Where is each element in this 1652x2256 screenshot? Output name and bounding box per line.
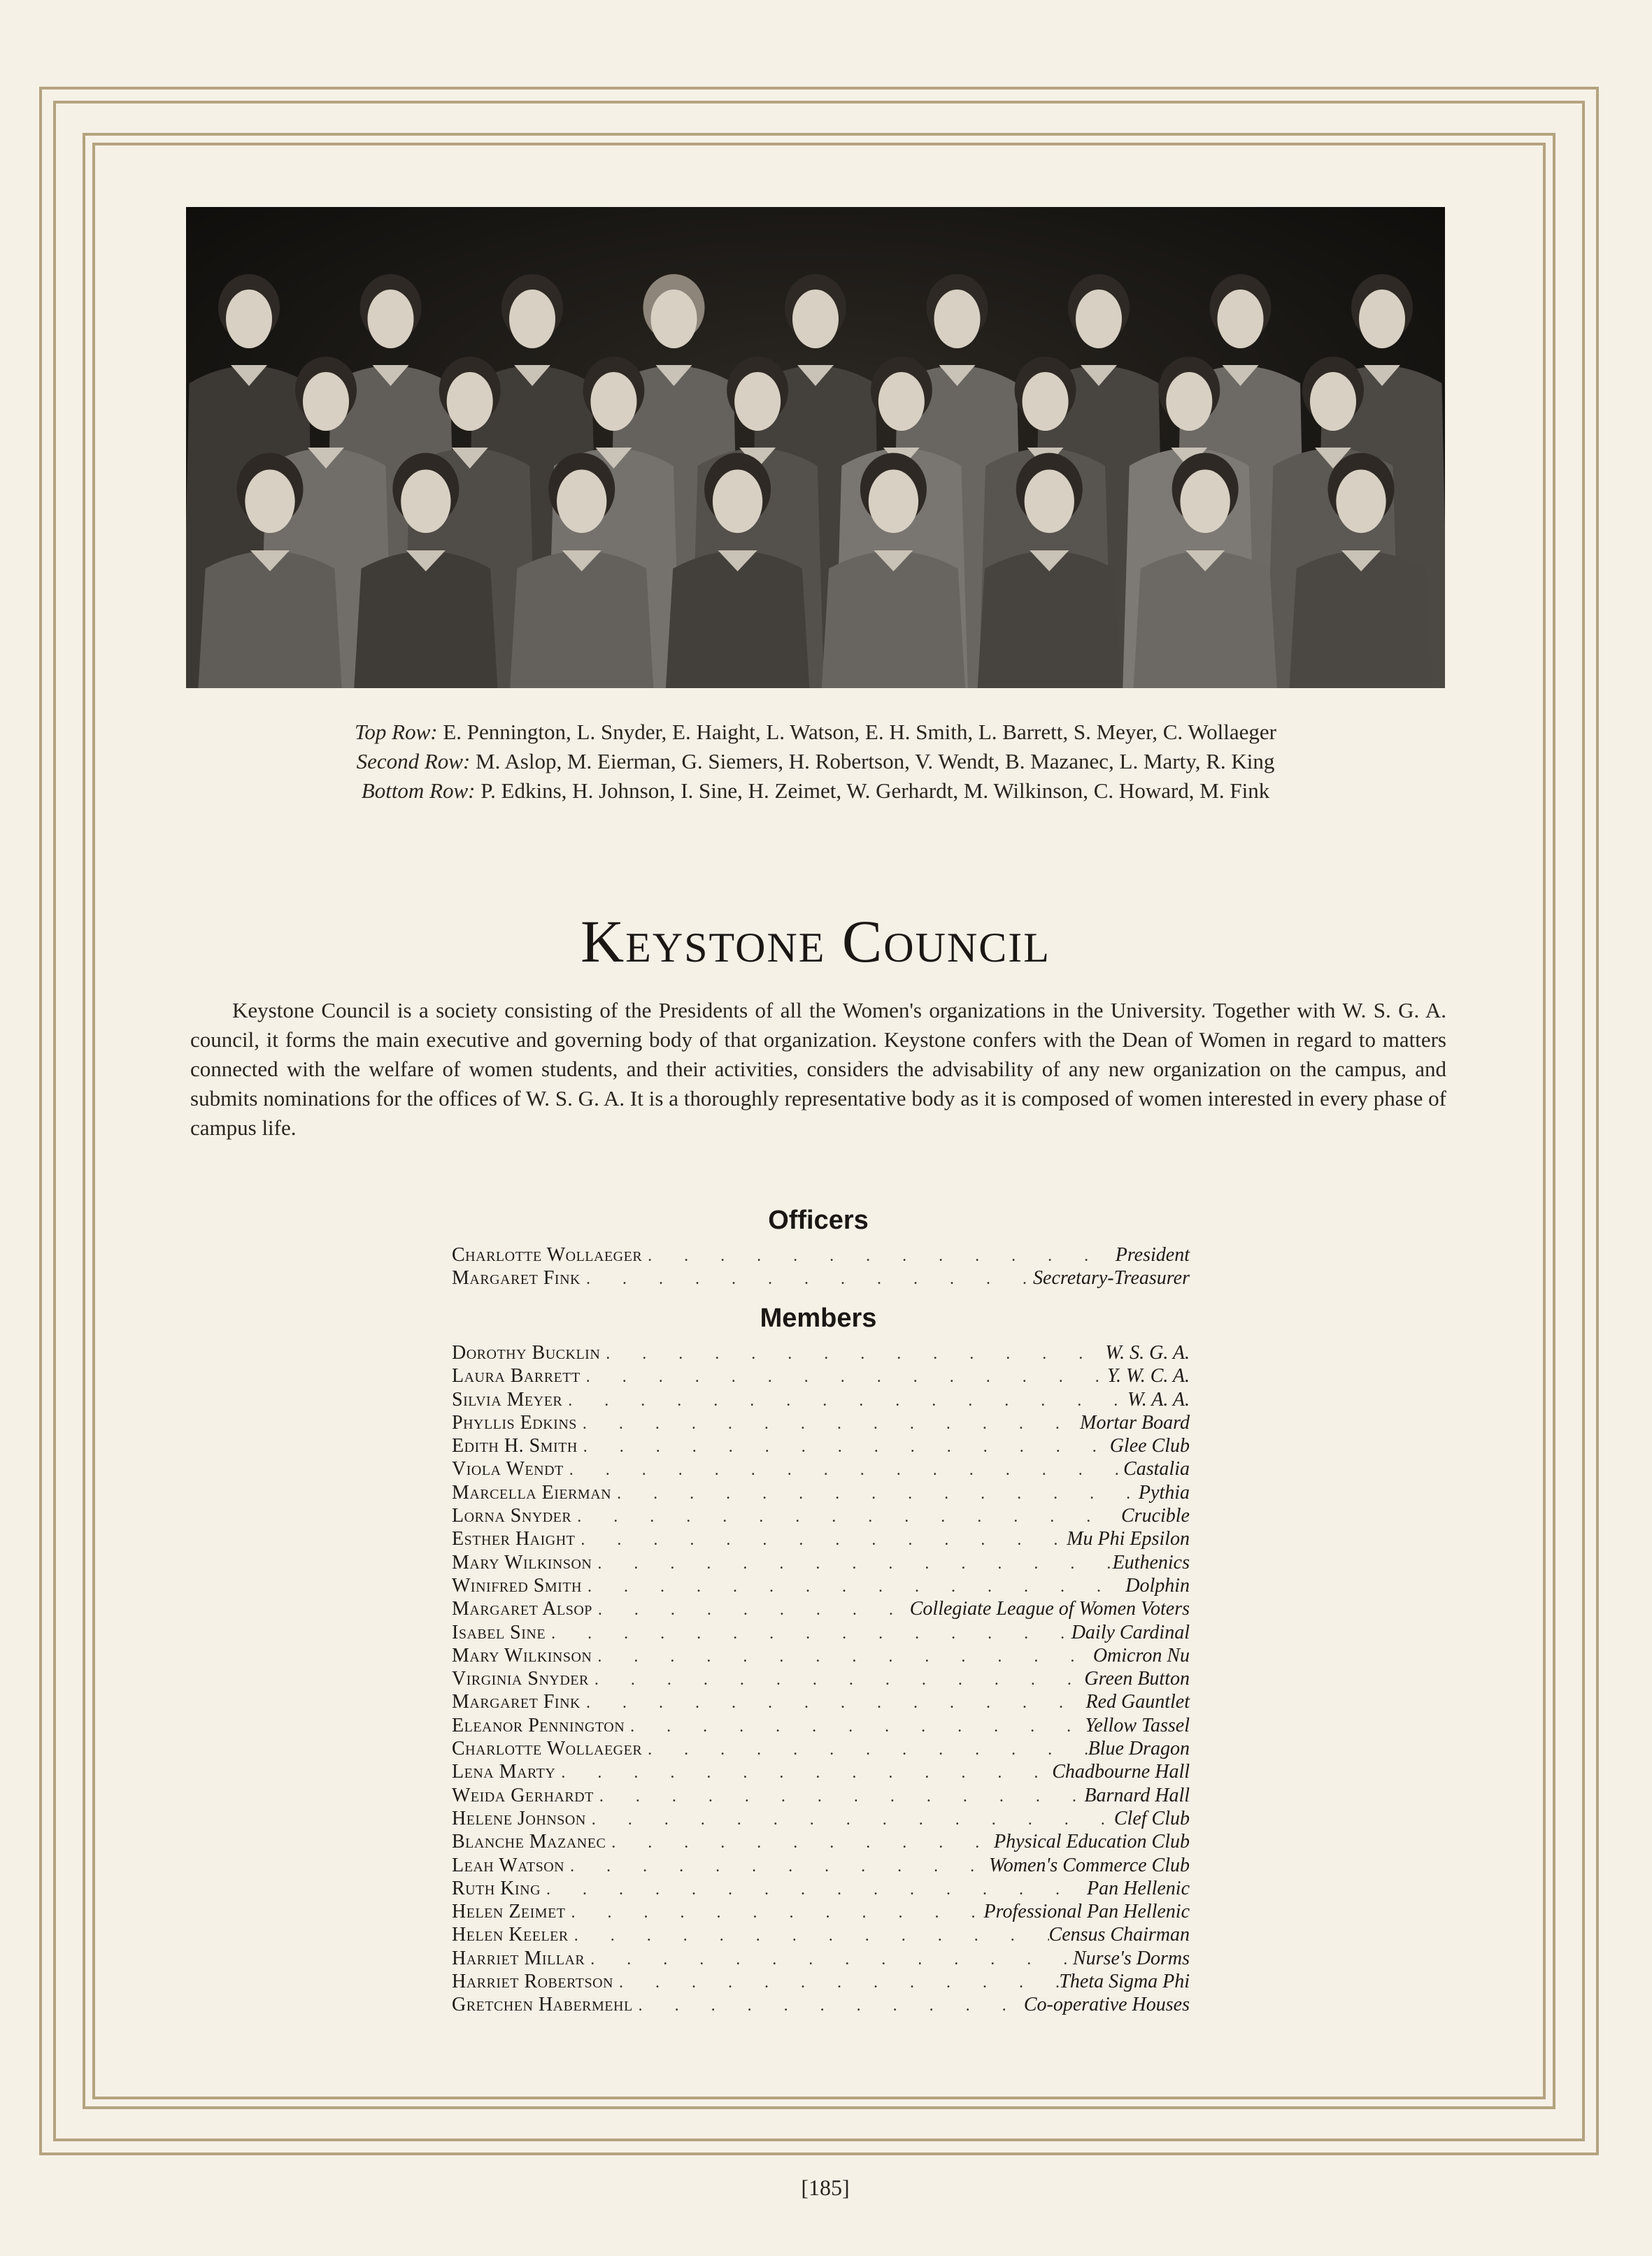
person-name: Charlotte Wollaeger (452, 1738, 643, 1760)
list-item (452, 1597, 1190, 1620)
leader-dots (600, 1343, 1105, 1366)
organization-name: Y. W. C. A. (1106, 1365, 1190, 1387)
list-item (452, 1411, 1190, 1434)
leader-dots (606, 1832, 994, 1855)
list-item (452, 1877, 1190, 1900)
organization-name: Crucible (1121, 1505, 1190, 1527)
leader-dots (566, 1901, 984, 1925)
leader-dots (582, 1576, 1125, 1599)
leader-dots (589, 1669, 1085, 1692)
list-item (452, 1737, 1190, 1760)
list-item (452, 1504, 1190, 1527)
organization-name: Yellow Tassel (1085, 1714, 1190, 1736)
person-name: Margaret Fink (452, 1691, 581, 1713)
organization-name: Collegiate League of Women Voters (909, 1598, 1190, 1620)
leader-dots (564, 1855, 989, 1878)
organization-name: Secretary-Treasurer (1033, 1267, 1190, 1290)
person-name: Blanche Mazanec (452, 1831, 606, 1853)
list-item (452, 1854, 1190, 1877)
person-name: Margaret Alsop (452, 1598, 592, 1620)
organization-name: Nurse's Dorms (1072, 1947, 1190, 1969)
leader-dots (592, 1645, 1092, 1669)
list-item (452, 1970, 1190, 1993)
person-name: Eleanor Pennington (452, 1714, 625, 1736)
leader-dots (581, 1692, 1086, 1715)
person-name: Laura Barrett (452, 1365, 581, 1387)
leader-dots (571, 1506, 1121, 1529)
leader-dots (578, 1436, 1110, 1459)
organization-name: W. A. A. (1127, 1388, 1190, 1411)
organization-name: Castalia (1123, 1458, 1190, 1480)
list-item (452, 1266, 1190, 1290)
list-item (452, 1993, 1190, 2016)
leader-dots (564, 1459, 1123, 1482)
list-item (452, 1830, 1190, 1853)
caption-top-row: Top Row: E. Pennington, L. Snyder, E. Haight, L. Watson, E. H. Smith, L. Barrett, S. Meyer, C. Wollaeger (355, 720, 1276, 744)
leader-dots (581, 1268, 1033, 1291)
person-name: Virginia Snyder (452, 1668, 589, 1690)
person-name: Marcella Eierman (452, 1481, 612, 1504)
person-name: Harriet Robertson (452, 1971, 613, 1993)
organization-name: Daily Cardinal (1071, 1621, 1190, 1643)
person-name: Mary Wilkinson (452, 1644, 592, 1666)
person-name: Weida Gerhardt (452, 1784, 594, 1806)
organization-name: Omicron Nu (1092, 1644, 1190, 1666)
list-item (452, 1947, 1190, 1970)
person-name: Ruth King (452, 1877, 541, 1899)
group-photo-image (186, 207, 1445, 688)
caption-second-row: Second Row: M. Aslop, M. Eierman, G. Siemers, H. Robertson, V. Wendt, B. Mazanec, L. Marty, R. King (356, 749, 1275, 773)
list-item (452, 1690, 1190, 1713)
caption-bottom-row: Bottom Row: P. Edkins, H. Johnson, I. Sine, H. Zeimet, W. Gerhardt, M. Wilkinson, C. Howard, M. Fink (361, 778, 1270, 803)
leader-dots (546, 1622, 1071, 1645)
leader-dots (586, 1808, 1114, 1832)
leader-dots (575, 1529, 1067, 1552)
leader-dots (577, 1413, 1080, 1436)
list-item (452, 1900, 1190, 1923)
leader-dots (642, 1739, 1088, 1762)
leader-dots (625, 1715, 1085, 1739)
person-name: Harriet Millar (452, 1947, 585, 1969)
person-name: Phyllis Edkins (452, 1411, 577, 1434)
person-name: Esther Haight (452, 1528, 576, 1550)
organization-name: Red Gauntlet (1085, 1691, 1190, 1713)
list-item (452, 1388, 1190, 1411)
intro-paragraph: Keystone Council is a society consisting of the Presidents of all the Women's organizations in the University. Together with W. S. G. A. council, it forms the main executive and governing body of that organization. Keystone confers with the Dean of Women in regard to matters connected with the welfare of women students, and their activities, considers the advisability of any new organization on the campus, and submits nominations for the offices of W. S. G. A. It is a thoroughly representative body as it is composed of women interested in every phase of campus life. (190, 998, 1446, 1140)
person-name: Viola Wendt (452, 1458, 564, 1480)
leader-dots (613, 1971, 1059, 1994)
leader-dots (585, 1948, 1073, 1971)
members-heading: Members (760, 1304, 877, 1333)
organization-name: Mu Phi Epsilon (1067, 1528, 1190, 1550)
organization-name: Theta Sigma Phi (1059, 1971, 1190, 1993)
organization-name: Women's Commerce Club (989, 1854, 1190, 1876)
person-name: Gretchen Habermehl (452, 1994, 633, 2016)
person-name: Helen Zeimet (452, 1901, 566, 1923)
organization-name: Blue Dragon (1088, 1738, 1190, 1760)
list-item (452, 1760, 1190, 1783)
organization-name: President (1115, 1244, 1190, 1266)
list-item (452, 1364, 1190, 1387)
leader-dots (581, 1366, 1107, 1389)
organization-name: Barnard Hall (1084, 1784, 1190, 1806)
person-name: Winifred Smith (452, 1574, 582, 1597)
person-name: Charlotte Wollaeger (452, 1244, 643, 1266)
person-name: Leah Watson (452, 1854, 565, 1876)
person-name: Helene Johnson (452, 1807, 586, 1829)
group-photo (186, 207, 1445, 688)
page-number: [185] (801, 2175, 850, 2200)
list-item (452, 1457, 1190, 1480)
person-name: Dorothy Bucklin (452, 1342, 601, 1364)
list-item (452, 1341, 1190, 1364)
leader-dots (592, 1552, 1112, 1576)
page-title: Keystone Council (581, 908, 1051, 975)
person-name: Lorna Snyder (452, 1505, 572, 1527)
list-item (452, 1551, 1190, 1574)
organization-name: Euthenics (1112, 1551, 1190, 1573)
person-name: Edith H. Smith (452, 1435, 578, 1457)
leader-dots (594, 1785, 1085, 1808)
leader-dots (562, 1390, 1127, 1413)
list-item (452, 1644, 1190, 1667)
organization-name: Dolphin (1125, 1574, 1190, 1597)
photo-caption (186, 718, 1445, 806)
organization-name: Chadbourne Hall (1052, 1761, 1190, 1783)
leader-dots (592, 1599, 910, 1622)
list-item (452, 1667, 1190, 1690)
list-item (452, 1243, 1190, 1266)
leader-dots (633, 1994, 1024, 2018)
organization-name: Mortar Board (1080, 1411, 1190, 1434)
person-name: Margaret Fink (452, 1267, 581, 1290)
list-item (452, 1527, 1190, 1550)
list-item (452, 1807, 1190, 1830)
leader-dots (555, 1762, 1052, 1785)
officers-list (452, 1243, 1190, 1290)
list-item (452, 1923, 1190, 1946)
person-name: Isabel Sine (452, 1621, 546, 1643)
members-list (452, 1341, 1190, 2017)
organization-name: W. S. G. A. (1105, 1342, 1190, 1364)
leader-dots (642, 1245, 1116, 1268)
organization-name: Green Button (1084, 1668, 1190, 1690)
list-item (452, 1714, 1190, 1737)
person-name: Silvia Meyer (452, 1388, 563, 1411)
organization-name: Co-operative Houses (1023, 1994, 1190, 2016)
list-item (452, 1621, 1190, 1644)
organization-name: Professional Pan Hellenic (983, 1901, 1190, 1923)
list-item (452, 1784, 1190, 1807)
organization-name: Physical Education Club (994, 1831, 1190, 1853)
person-name: Helen Keeler (452, 1924, 569, 1946)
person-name: Lena Marty (452, 1761, 556, 1783)
organization-name: Glee Club (1109, 1435, 1190, 1457)
organization-name: Pythia (1138, 1481, 1190, 1504)
organization-name: Census Chairman (1048, 1924, 1190, 1946)
leader-dots (569, 1925, 1049, 1948)
leader-dots (541, 1878, 1087, 1901)
leader-dots (611, 1483, 1139, 1506)
list-item (452, 1481, 1190, 1504)
organization-name: Pan Hellenic (1087, 1877, 1190, 1899)
person-name: Mary Wilkinson (452, 1551, 592, 1573)
organization-name: Clef Club (1113, 1807, 1190, 1829)
list-item (452, 1434, 1190, 1457)
list-item (452, 1574, 1190, 1597)
officers-heading: Officers (768, 1206, 869, 1235)
